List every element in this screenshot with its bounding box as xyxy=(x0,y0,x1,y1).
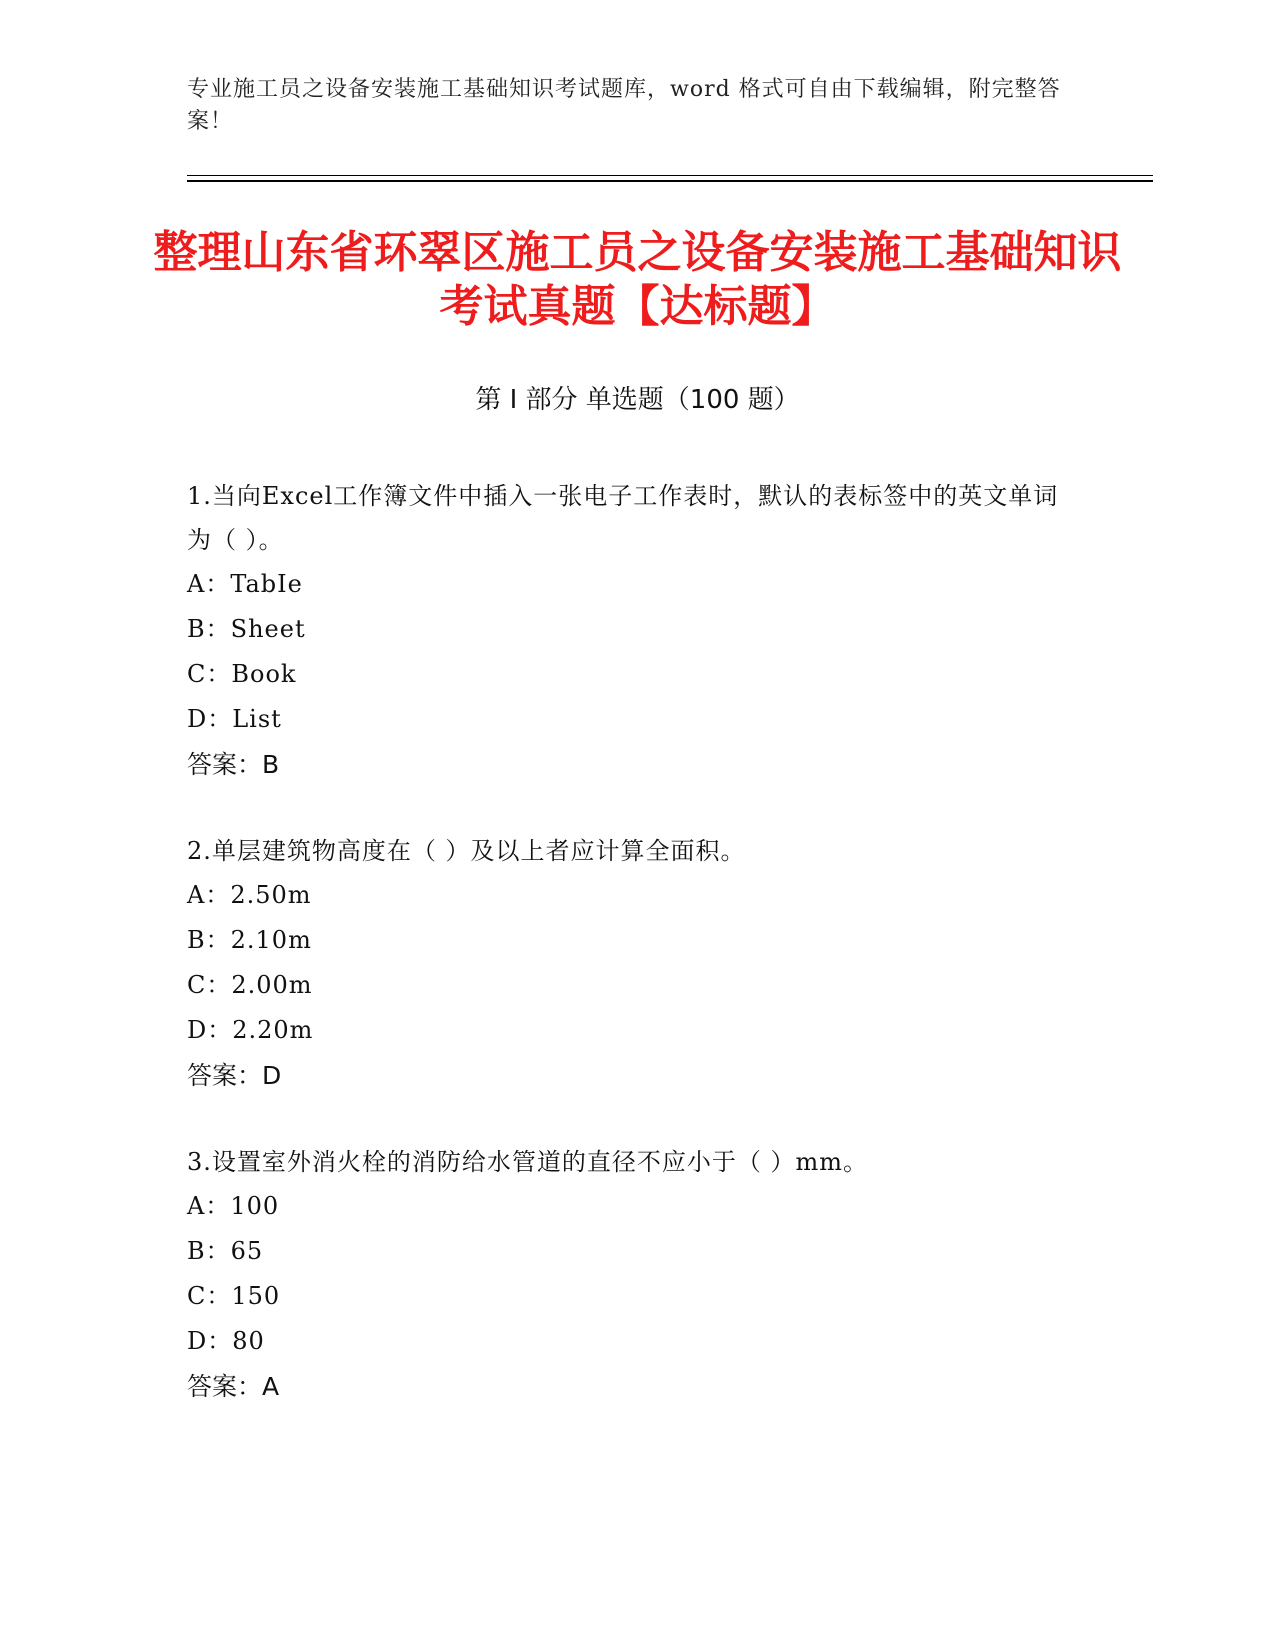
answer: 答案：A xyxy=(187,1372,280,1401)
question-1 xyxy=(187,474,1067,787)
answer: 答案：D xyxy=(187,1061,282,1090)
option-d: D：2.20m xyxy=(187,1016,314,1044)
header-divider xyxy=(187,175,1153,176)
option-d: D：List xyxy=(187,705,282,733)
question-stem: 3.设置室外消火栓的消防给水管道的直径不应小于（ ）mm。 xyxy=(187,1148,869,1176)
option-b: B：Sheet xyxy=(187,615,306,643)
option-a: A：100 xyxy=(187,1192,280,1220)
option-d: D：80 xyxy=(187,1327,265,1355)
header-divider-bold xyxy=(187,180,1153,182)
answer: 答案：B xyxy=(187,750,280,779)
option-b: B：2.10m xyxy=(187,926,312,954)
header-note: 专业施工员之设备安装施工基础知识考试题库，word 格式可自由下载编辑，附完整答案！ xyxy=(187,77,1061,134)
section-title: 第 I 部分 单选题（100 题） xyxy=(475,385,800,415)
option-a: A：2.50m xyxy=(187,881,312,909)
option-a: A：TabIe xyxy=(187,570,303,598)
option-c: C：150 xyxy=(187,1282,281,1310)
question-stem: 2.单层建筑物高度在（ ）及以上者应计算全面积。 xyxy=(187,837,746,865)
question-stem: 1.当向Excel工作簿文件中插入一张电子工作表时，默认的表标签中的英文单词为（ ）。 xyxy=(187,482,1059,554)
question-2 xyxy=(187,829,1067,1098)
option-c: C：Book xyxy=(187,660,297,688)
question-3 xyxy=(187,1140,1067,1409)
option-c: C：2.00m xyxy=(187,971,313,999)
option-b: B：65 xyxy=(187,1237,264,1265)
question-list xyxy=(187,474,1067,1451)
document-title: 整理山东省环翠区施工员之设备安装施工基础知识考试真题【达标题】 xyxy=(153,227,1122,332)
